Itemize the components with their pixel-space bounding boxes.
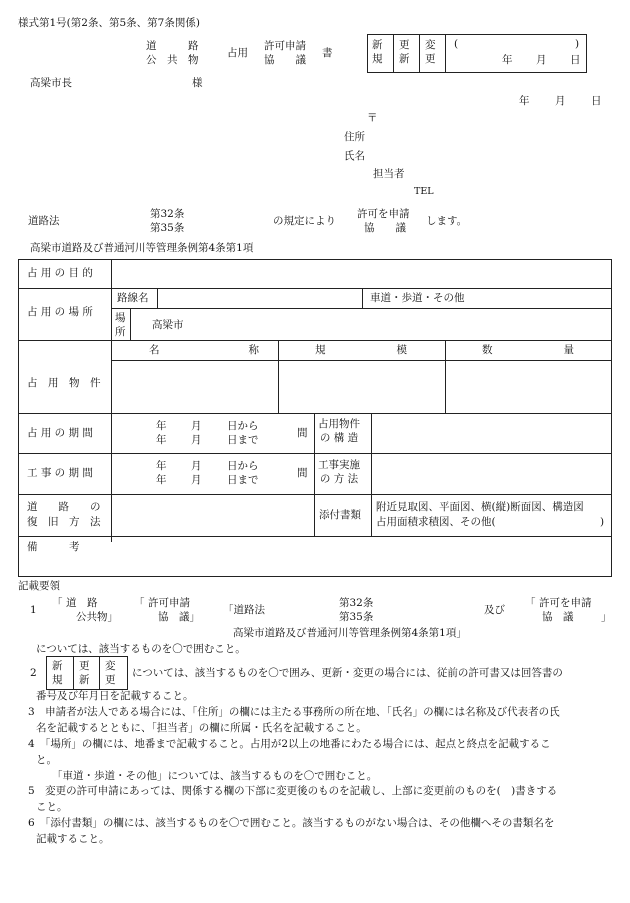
status-renew[interactable]: 更 新 bbox=[399, 39, 410, 65]
law-name: 道路法 bbox=[28, 215, 60, 227]
person-label: 担当者 bbox=[373, 168, 405, 180]
notes-heading: 記載要領 bbox=[18, 580, 60, 592]
purpose-label: 占 用 の 目 的 bbox=[27, 267, 93, 279]
date-day: 日 bbox=[591, 95, 602, 107]
addressee-mayor: 高梁市長 bbox=[30, 77, 72, 89]
note-6: 6 「添付書類」の欄には、該当するものを〇で囲むこと。該当するものがない場合は、その他欄へその書類名を bbox=[28, 817, 555, 829]
status-change[interactable]: 変 更 bbox=[425, 39, 436, 65]
place-label: 占 用 の 場 所 bbox=[27, 306, 93, 318]
attached-list-2[interactable]: 占用面積求積図、その他( bbox=[376, 516, 496, 528]
work-between: 間 bbox=[297, 467, 308, 479]
period-label: 占 用 の 期 間 bbox=[27, 427, 93, 439]
note-status-box: 新 規 更 新 変 更 bbox=[46, 656, 128, 690]
note-4-line2: と。 bbox=[36, 754, 57, 766]
attached-close: ) bbox=[600, 516, 605, 528]
date-year: 年 bbox=[519, 95, 530, 107]
structure-label: 占用物件 の 構 造 bbox=[318, 418, 360, 444]
col-name-header: 名 称 bbox=[149, 344, 259, 356]
title-sho: 書 bbox=[322, 47, 333, 59]
apply-text: 許可を申請 bbox=[357, 208, 410, 220]
status-day: 日 bbox=[570, 54, 581, 66]
date-month: 月 bbox=[555, 95, 566, 107]
purpose-field[interactable] bbox=[113, 260, 610, 287]
name-label: 氏名 bbox=[344, 150, 365, 162]
restore-label-2: 復 旧 方 法 bbox=[27, 516, 101, 528]
paren-open: ( bbox=[454, 38, 459, 50]
postal-mark: 〒 bbox=[367, 112, 378, 124]
addressee-sama: 様 bbox=[192, 77, 203, 89]
col-spec-header: 規 模 bbox=[315, 344, 407, 356]
title-occupy: 占用 bbox=[227, 47, 248, 59]
note-3-line2: 名を記載するとともに、「担当者」の欄に所属・氏名を記載すること。 bbox=[36, 722, 367, 734]
col-qty-header: 数 量 bbox=[482, 344, 574, 356]
road-type-options[interactable]: 車道・歩道・その他 bbox=[370, 292, 465, 304]
attached-label: 添付書類 bbox=[319, 509, 361, 521]
status-box bbox=[367, 34, 587, 73]
note-4-line3: 「車道・歩道・その他」については、該当するものを〇で囲むこと。 bbox=[52, 770, 378, 782]
period-between: 間 bbox=[297, 427, 308, 439]
restore-label-1: 道 路 の bbox=[27, 501, 101, 513]
status-month: 月 bbox=[536, 54, 547, 66]
article-32: 第32条 bbox=[150, 208, 185, 220]
shimasu-text: します。 bbox=[426, 215, 468, 227]
consult-text: 協 議 bbox=[364, 222, 406, 234]
application-table: 占 用 の 目 的 占 用 の 場 所 路線名 車道・歩道・その他 場 所 高梁市 占 用 物 件 名 称 規 模 数 量 占 用 の 期 間 年 月 日から 年 月 日まで 間 占用物件 の 構 造 工 事 の 期 間 年 月 日から 年 月 日まで 間 工事実施 の 方 法 道 路 の 復 旧 方 法 添付書類 附近見取図、平面図、横(縦)断面図、構造図 占用面積求積図、その他( ) 備 考 bbox=[18, 259, 612, 577]
note-5-line2: こと。 bbox=[36, 801, 68, 813]
remarks-label: 備 考 bbox=[27, 541, 80, 553]
address-label: 住所 bbox=[344, 131, 365, 143]
route-name-field[interactable] bbox=[159, 289, 361, 307]
status-new[interactable]: 新 規 bbox=[372, 39, 383, 65]
paren-close: ) bbox=[575, 38, 580, 50]
object-label: 占 用 物 件 bbox=[27, 377, 101, 389]
method-label: 工事実施 の 方 法 bbox=[318, 459, 360, 485]
attached-list-1[interactable]: 附近見取図、平面図、横(縦)断面図、構造図 bbox=[376, 501, 584, 513]
route-name-label: 路線名 bbox=[117, 292, 149, 304]
title-public: 公 共 物 bbox=[146, 54, 199, 66]
city-name: 高梁市 bbox=[152, 319, 184, 331]
title-permit: 許可申請 bbox=[264, 40, 306, 52]
tel-label: TEL bbox=[414, 186, 434, 197]
note-4: 4 「場所」の欄には、地番まで記載すること。占用が2以上の地番にわたる場合には、起点と終点を記載するこ bbox=[28, 738, 551, 750]
title-consult: 協 議 bbox=[264, 54, 306, 66]
basho-label: 場 所 bbox=[115, 312, 126, 338]
note-3: 3 申請者が法人である場合には、「住所」の欄には主たる事務所の所在地、「氏名」の欄には名称及び代表者の氏 bbox=[28, 706, 560, 718]
provision-text: の規定により bbox=[273, 215, 336, 227]
status-year: 年 bbox=[502, 54, 513, 66]
article-35: 第35条 bbox=[150, 222, 185, 234]
work-period-label: 工 事 の 期 間 bbox=[27, 467, 93, 479]
form-number: 様式第1号(第2条、第5条、第7条関係) bbox=[18, 17, 200, 29]
ordinance-text: 高梁市道路及び普通河川等管理条例第4条第1項 bbox=[30, 242, 254, 254]
title-road: 道 路 bbox=[146, 40, 199, 52]
note-6-line2: 記載すること。 bbox=[36, 833, 110, 845]
note-5: 5 変更の許可申請にあっては、関係する欄の下部に変更後のものを記載し、上部に変更前のものを( )書きする bbox=[28, 785, 558, 797]
